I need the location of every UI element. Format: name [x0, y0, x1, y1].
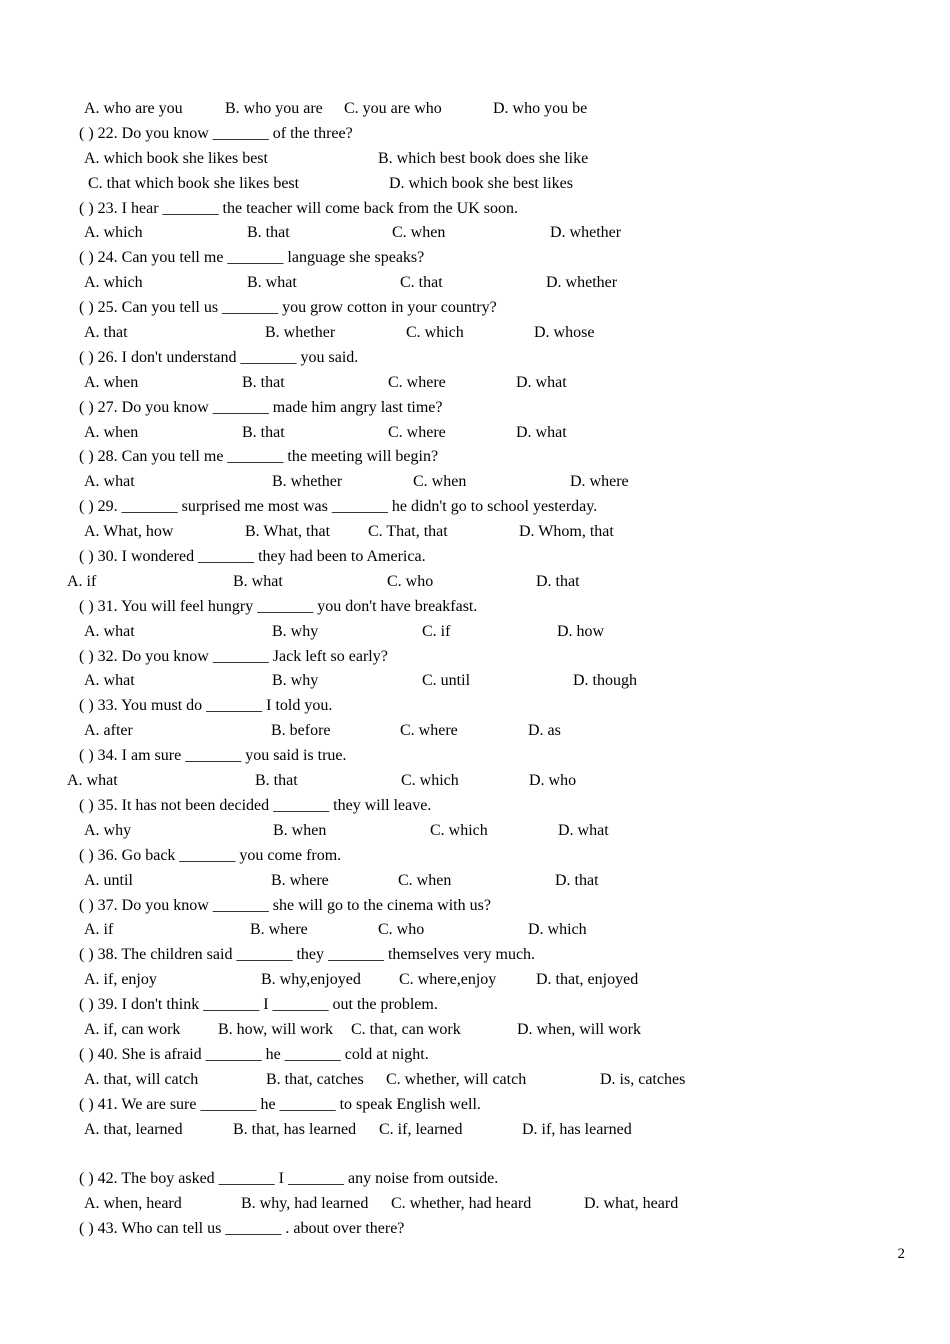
answer-option: C. where: [388, 423, 446, 441]
answer-option: A. until: [84, 871, 133, 889]
answer-option: C. That, that: [368, 523, 448, 541]
answer-option: D. though: [573, 672, 637, 690]
question-text: ( ) 33. You must do _______ I told you.: [79, 697, 333, 715]
answer-option: B. why: [272, 622, 319, 640]
blank-line: [0, 1142, 950, 1167]
question-line: [0, 1093, 950, 1118]
question-line: [0, 844, 950, 869]
answer-option: A. what: [84, 473, 135, 491]
question-text: ( ) 26. I don't understand _______ you said.: [79, 348, 359, 366]
answer-option: C. if: [422, 622, 451, 640]
question-line: [0, 545, 950, 570]
answer-option: C. which: [401, 772, 459, 790]
answer-option: C. when: [398, 871, 452, 889]
answer-option: C. whether, had heard: [391, 1195, 532, 1213]
answer-option: A. after: [84, 722, 133, 740]
answer-option: B. that: [242, 373, 285, 391]
options-line: [0, 1192, 950, 1217]
question-text: ( ) 24. Can you tell me _______ language she speaks?: [79, 249, 425, 267]
answer-option: B. where: [250, 921, 308, 939]
question-text: ( ) 22. Do you know _______ of the three?: [79, 124, 353, 142]
answer-option: C. which: [430, 821, 488, 839]
answer-option: B. what: [247, 274, 297, 292]
answer-option: D. who: [529, 772, 577, 790]
question-text: ( ) 36. Go back _______ you come from.: [79, 846, 342, 864]
answer-option: D. what: [516, 373, 567, 391]
answer-option: A. when: [84, 373, 139, 391]
answer-option: B. how, will work: [218, 1020, 333, 1038]
answer-option: D. what, heard: [584, 1195, 679, 1213]
answer-option: C. when: [392, 224, 446, 242]
answer-option: B. who you are: [225, 100, 323, 117]
options-line: [0, 172, 950, 197]
question-line: [0, 894, 950, 919]
answer-option: A. What, how: [84, 523, 174, 541]
answer-option: A. what: [84, 672, 135, 690]
answer-option: C. you are who: [344, 100, 442, 117]
options-line: [0, 271, 950, 296]
answer-option: A. which book she likes best: [84, 149, 268, 167]
question-line: [0, 744, 950, 769]
answer-option: B. why,enjoyed: [261, 971, 361, 989]
options-line: [0, 321, 950, 346]
options-line: [0, 147, 950, 172]
question-line: [0, 296, 950, 321]
answer-option: D. whether: [550, 224, 622, 242]
answer-option: C. that, can work: [351, 1020, 461, 1038]
answer-option: C. where,enjoy: [399, 971, 497, 989]
options-line: [0, 1118, 950, 1143]
answer-option: D. which: [528, 921, 587, 939]
answer-option: B. What, that: [245, 523, 331, 541]
answer-option: C. who: [387, 572, 434, 590]
question-line: [0, 993, 950, 1018]
answer-option: D. when, will work: [517, 1020, 641, 1038]
answer-option: A. if: [67, 572, 97, 590]
question-text: ( ) 30. I wondered _______ they had been to America.: [79, 548, 426, 566]
question-line: [0, 445, 950, 470]
options-line: [0, 97, 950, 122]
question-line: [0, 1217, 950, 1242]
question-line: [0, 495, 950, 520]
options-line: [0, 421, 950, 446]
question-text: ( ) 39. I don't think _______ I _______ out the problem.: [79, 996, 438, 1014]
options-line: [0, 719, 950, 744]
options-line: [0, 570, 950, 595]
answer-option: B. that, has learned: [233, 1120, 357, 1138]
answer-option: C. whether, will catch: [386, 1070, 527, 1088]
options-line: [0, 819, 950, 844]
answer-option: D. that, enjoyed: [536, 971, 639, 989]
answer-option: B. whether: [272, 473, 343, 491]
answer-option: B. that, catches: [266, 1070, 364, 1088]
answer-option: A. when: [84, 423, 139, 441]
answer-option: C. until: [422, 672, 471, 690]
answer-option: B. whether: [265, 324, 336, 342]
answer-option: D. Whom, that: [519, 523, 614, 541]
options-line: [0, 1018, 950, 1043]
question-text: ( ) 40. She is afraid _______ he _______ cold at night.: [79, 1045, 429, 1063]
options-line: [0, 371, 950, 396]
answer-option: D. is, catches: [600, 1070, 686, 1088]
answer-option: C. which: [406, 324, 464, 342]
question-text: ( ) 29. _______ surprised me most was _______ he didn't go to school yesterday.: [79, 498, 598, 516]
question-line: [0, 694, 950, 719]
answer-option: A. that, will catch: [84, 1070, 199, 1088]
question-text: ( ) 35. It has not been decided _______ they will leave.: [79, 796, 432, 814]
question-line: [0, 197, 950, 222]
answer-option: C. where: [400, 722, 458, 740]
answer-option: B. which best book does she like: [378, 149, 589, 167]
answer-option: D. whose: [534, 324, 595, 342]
answer-option: B. that: [247, 224, 290, 242]
answer-option: D. that: [555, 871, 599, 889]
options-line: [0, 620, 950, 645]
answer-option: B. before: [271, 722, 331, 740]
answer-option: C. when: [413, 473, 467, 491]
answer-option: A. why: [84, 821, 132, 839]
question-line: [0, 1167, 950, 1192]
question-text: ( ) 34. I am sure _______ you said is true.: [79, 747, 347, 765]
question-text: ( ) 23. I hear _______ the teacher will come back from the UK soon.: [79, 199, 518, 217]
options-line: [0, 1068, 950, 1093]
exercise-list: [0, 97, 950, 1242]
options-line: [0, 968, 950, 993]
options-line: [0, 221, 950, 246]
answer-option: B. why, had learned: [241, 1195, 369, 1213]
page-number: 2: [897, 1246, 905, 1262]
answer-option: A. what: [84, 622, 135, 640]
answer-option: A. that: [84, 324, 128, 342]
question-line: [0, 595, 950, 620]
answer-option: B. that: [242, 423, 285, 441]
question-line: [0, 943, 950, 968]
answer-option: D. what: [558, 821, 609, 839]
options-line: [0, 869, 950, 894]
answer-option: A. which: [84, 224, 143, 242]
answer-option: A. if, can work: [84, 1020, 181, 1038]
answer-option: D. who you be: [493, 100, 588, 117]
options-line: [0, 669, 950, 694]
answer-option: B. when: [273, 821, 327, 839]
answer-option: D. whether: [546, 274, 618, 292]
question-text: ( ) 31. You will feel hungry _______ you don't have breakfast.: [79, 597, 478, 615]
question-line: [0, 396, 950, 421]
answer-option: D. which book she best likes: [389, 174, 573, 192]
options-line: [0, 769, 950, 794]
options-line: [0, 470, 950, 495]
question-line: [0, 246, 950, 271]
answer-option: B. why: [272, 672, 319, 690]
answer-option: A. that, learned: [84, 1120, 183, 1138]
answer-option: D. if, has learned: [522, 1120, 632, 1138]
question-line: [0, 1043, 950, 1068]
answer-option: A. when, heard: [84, 1195, 182, 1213]
answer-option: C. where: [388, 373, 446, 391]
answer-option: B. that: [255, 772, 298, 790]
question-text: ( ) 25. Can you tell us _______ you grow cotton in your country?: [79, 299, 497, 317]
answer-option: C. that: [400, 274, 443, 292]
question-text: ( ) 27. Do you know _______ made him angry last time?: [79, 398, 443, 416]
options-line: [0, 918, 950, 943]
question-text: ( ) 28. Can you tell me _______ the meeting will begin?: [79, 448, 439, 466]
answer-option: D. that: [536, 572, 580, 590]
question-text: ( ) 43. Who can tell us _______ . about over there?: [79, 1220, 405, 1238]
question-text: ( ) 37. Do you know _______ she will go to the cinema with us?: [79, 896, 491, 914]
answer-option: C. if, learned: [379, 1120, 463, 1138]
answer-option: D. where: [570, 473, 629, 491]
question-line: [0, 122, 950, 147]
question-text: ( ) 32. Do you know _______ Jack left so early?: [79, 647, 388, 665]
question-text: ( ) 38. The children said _______ they _______ themselves very much.: [79, 946, 536, 964]
options-line: [0, 520, 950, 545]
answer-option: C. that which book she likes best: [88, 174, 300, 192]
answer-option: A. which: [84, 274, 143, 292]
answer-option: B. what: [233, 572, 283, 590]
answer-option: B. where: [271, 871, 329, 889]
question-text: ( ) 41. We are sure _______ he _______ to speak English well.: [79, 1095, 481, 1113]
answer-option: D. how: [557, 622, 605, 640]
answer-option: A. who are you: [84, 100, 183, 117]
answer-option: A. what: [67, 772, 118, 790]
answer-option: D. what: [516, 423, 567, 441]
answer-option: C. who: [378, 921, 425, 939]
question-text: ( ) 42. The boy asked _______ I _______ any noise from outside.: [79, 1170, 499, 1188]
question-line: [0, 645, 950, 670]
answer-option: A. if, enjoy: [84, 971, 157, 989]
question-line: [0, 346, 950, 371]
answer-option: A. if: [84, 921, 114, 939]
question-line: [0, 794, 950, 819]
answer-option: D. as: [528, 722, 561, 740]
